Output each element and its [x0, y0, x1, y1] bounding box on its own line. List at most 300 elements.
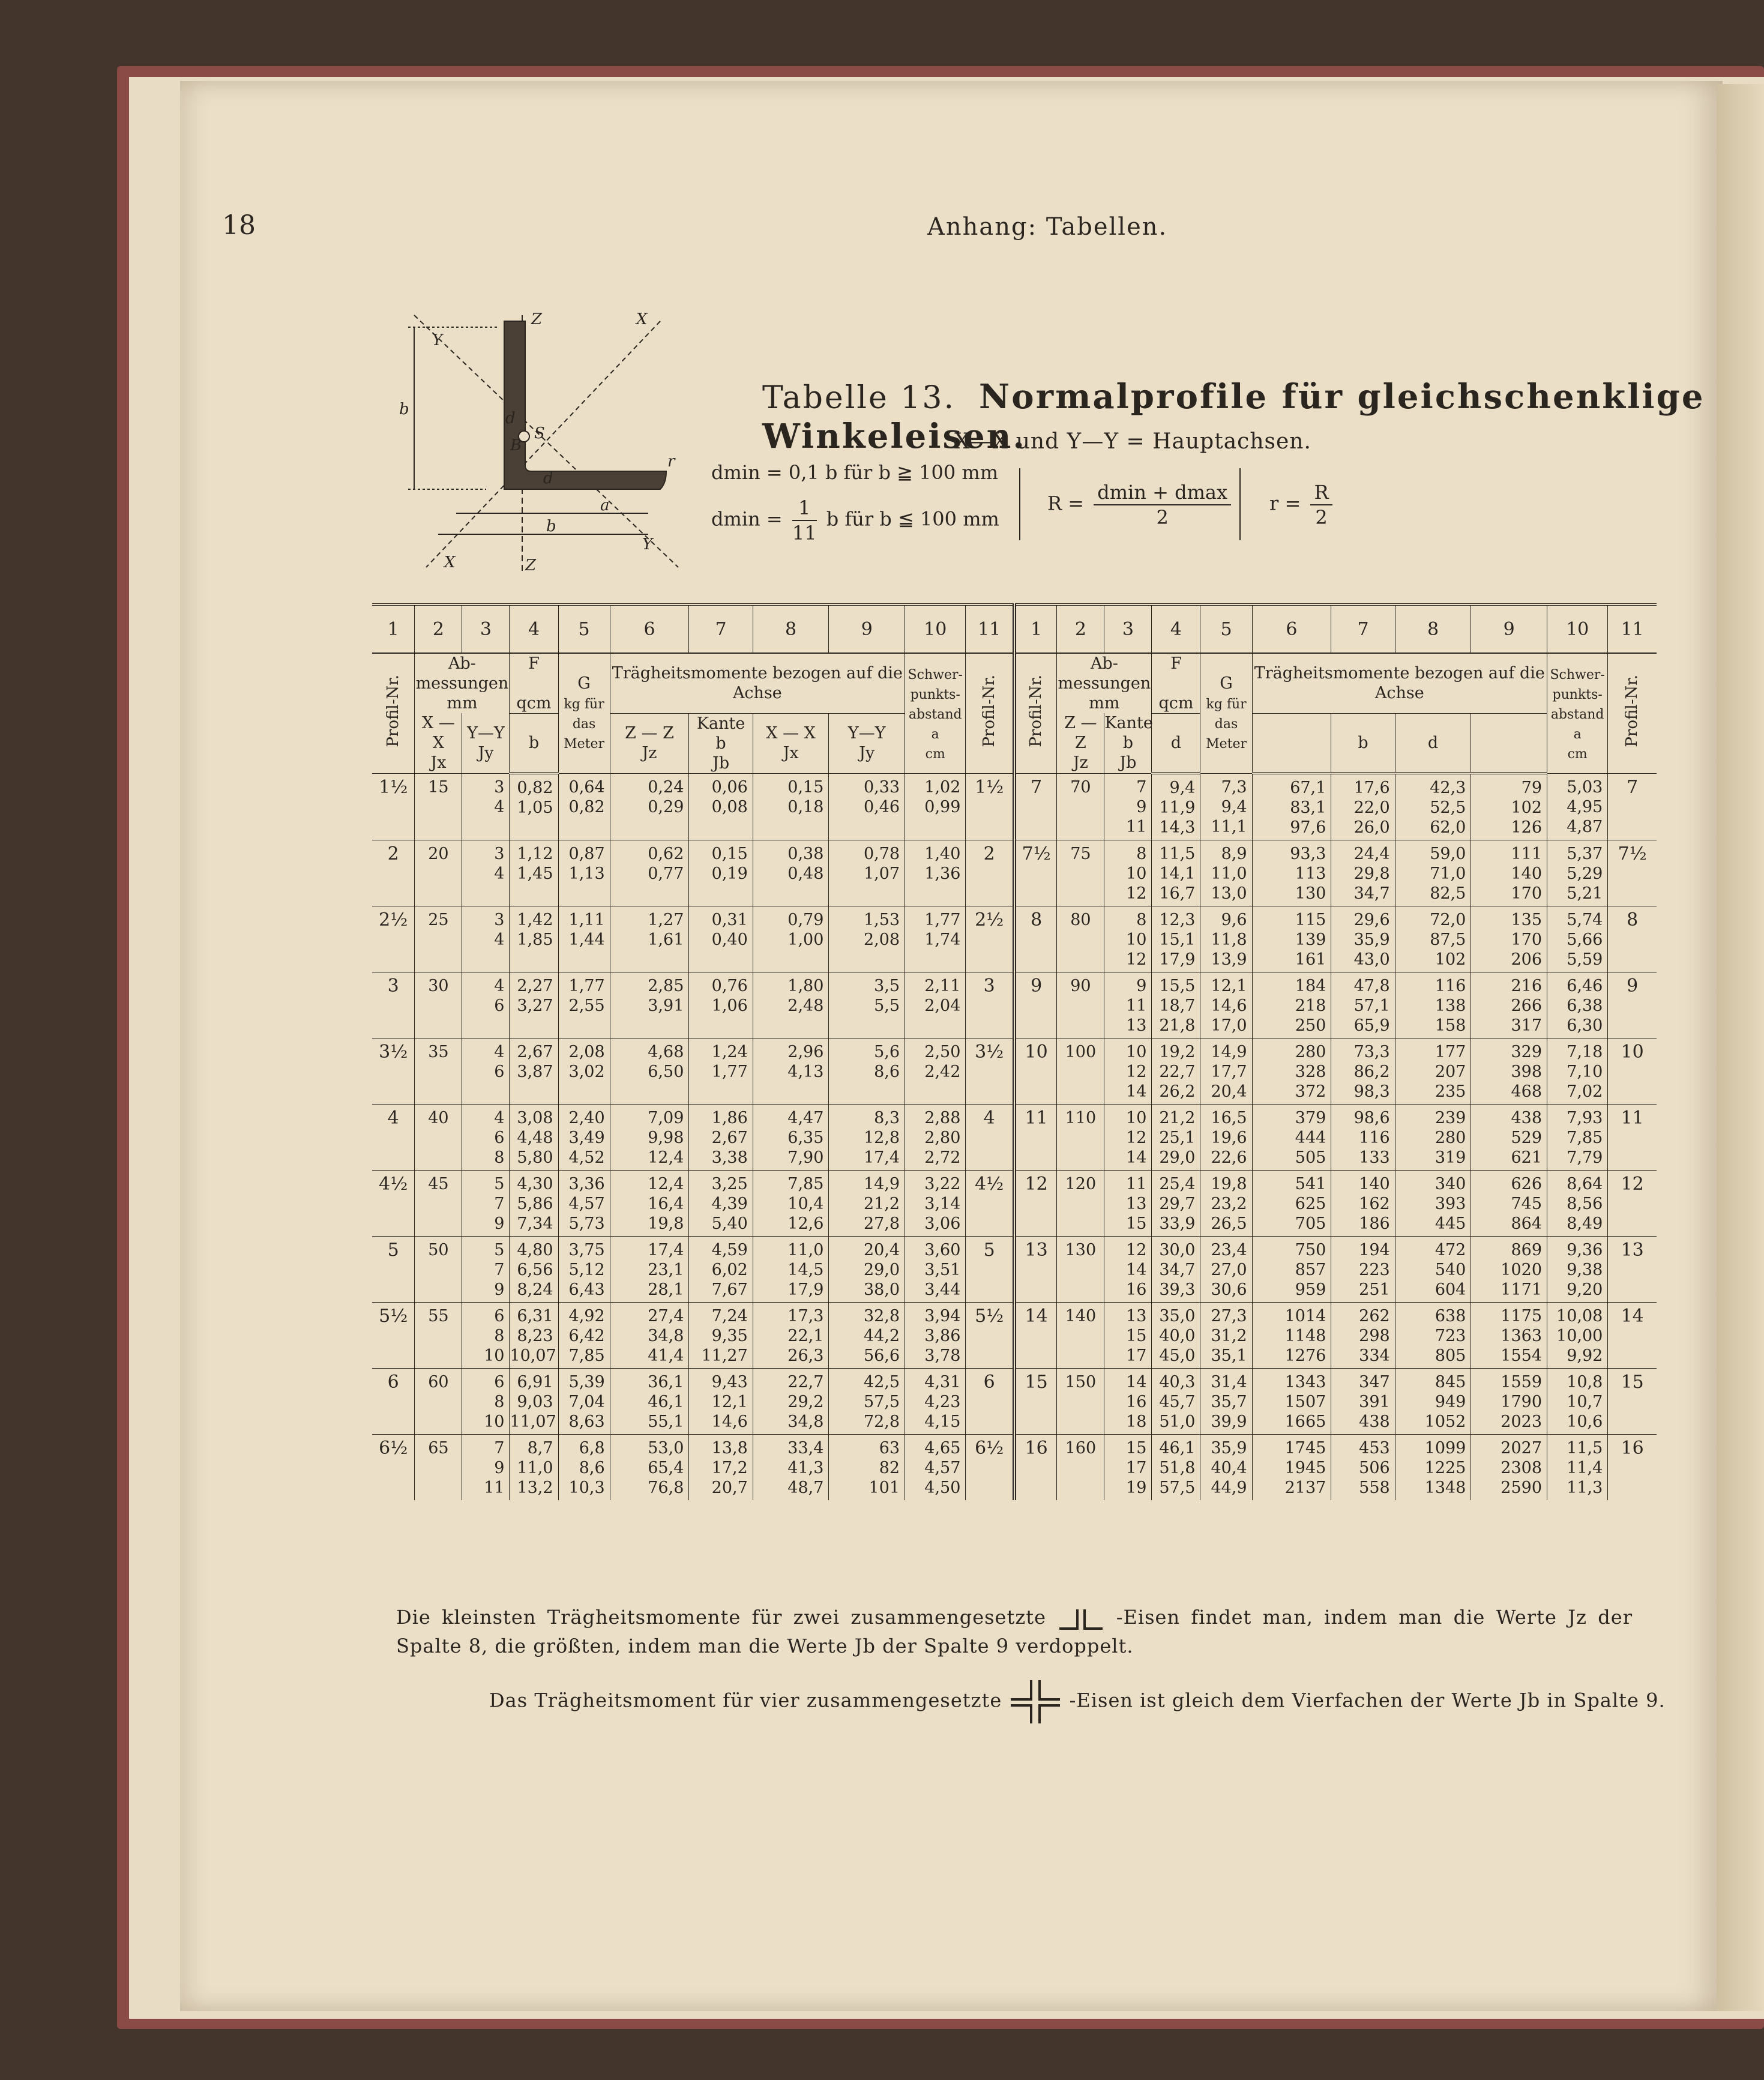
cell-f: 19,2 22,7 26,2: [1152, 1038, 1200, 1105]
cell-a: 5,74 5,66 5,59: [1547, 906, 1608, 972]
dimension-b: 20: [415, 840, 462, 906]
profile-number: 10: [1608, 1038, 1657, 1105]
cell-jx: 750 857 959: [1252, 1237, 1331, 1303]
header-kante: Kante b Jb: [1104, 714, 1153, 773]
header-f-blank: [1252, 714, 1331, 773]
cell-d: 4 6: [462, 1038, 510, 1105]
cell-f: 1,42 1,85: [510, 906, 558, 972]
cell-jx: 280 328 372: [1252, 1038, 1331, 1105]
four-angles-symbol: [1008, 1678, 1062, 1726]
cell-d: 6 8 10: [462, 1303, 510, 1369]
column-number: 6: [1252, 604, 1331, 653]
header-abmessungen: Ab-messungen mm: [1058, 654, 1151, 713]
header-schwerpunkt: Schwer-punkts-abstand a cm: [905, 653, 966, 773]
dimension-b: 150: [1057, 1369, 1104, 1435]
cell-d: 13 15 17: [1104, 1303, 1152, 1369]
cell-g: 0,64 0,82: [558, 773, 610, 840]
cell-g: 8,9 11,0 13,0: [1200, 840, 1252, 906]
cell-a: 2,11 2,04: [905, 972, 966, 1038]
cell-f: 15,5 18,7 21,8: [1152, 972, 1200, 1038]
cell-jz: 2,96 4,13: [753, 1038, 829, 1105]
header-f-blank: [1471, 714, 1547, 773]
label-d-horizontal: d: [543, 469, 553, 487]
cell-jy: 17,6 22,0 26,0: [1331, 773, 1395, 840]
cell-g: 23,4 27,0 30,6: [1200, 1237, 1252, 1303]
label-r: r: [667, 453, 675, 471]
cell-jy: 9,43 12,1 14,6: [689, 1369, 753, 1435]
profile-number: 3½: [966, 1038, 1014, 1105]
table-row: [372, 1038, 1657, 1105]
cell-jb: 8,3 12,8 17,4: [829, 1105, 905, 1171]
cell-g: 35,9 40,4 44,9: [1200, 1435, 1252, 1501]
cell-jx: 0,24 0,29: [610, 773, 689, 840]
cell-jb: 1175 1363 1554: [1471, 1303, 1547, 1369]
label-b-bottom: b: [546, 517, 556, 535]
cell-d: 10 12 14: [1104, 1105, 1152, 1171]
header-profil: Profil-Nr.: [384, 674, 402, 747]
header-g: G kg für das Meter: [558, 653, 610, 773]
cell-f: 2,27 3,27: [510, 972, 558, 1038]
cell-a: 3,60 3,51 3,44: [905, 1237, 966, 1303]
cell-g: 2,40 3,49 4,52: [558, 1105, 610, 1171]
cell-jy: 7,24 9,35 11,27: [689, 1303, 753, 1369]
profile-number: 5: [372, 1237, 415, 1303]
label-d-vertical: d: [505, 409, 516, 427]
cell-d: 4 6: [462, 972, 510, 1038]
cell-jy: 3,25 4,39 5,40: [689, 1171, 753, 1237]
cell-f: 6,91 9,03 11,07: [510, 1369, 558, 1435]
cell-g: 0,87 1,13: [558, 840, 610, 906]
cell-d: 4 6 8: [462, 1105, 510, 1171]
column-number: 11: [1608, 604, 1657, 653]
formula-dmin-small: dmin = $\frac{1}{11}$ b für b ≦ 100 mm: [711, 496, 999, 544]
cell-a: 4,65 4,57 4,50: [905, 1435, 966, 1501]
profile-number: 5½: [372, 1303, 415, 1369]
header-row-1: [372, 653, 1657, 713]
profile-number: 15: [1608, 1369, 1657, 1435]
cell-jb: 216 266 317: [1471, 972, 1547, 1038]
cell-jy: 140 162 186: [1331, 1171, 1395, 1237]
cell-d: 3 4: [462, 840, 510, 906]
cell-jz: 1,80 2,48: [753, 972, 829, 1038]
cell-a: 1,40 1,36: [905, 840, 966, 906]
header-zz: Z — Z Jz: [1057, 713, 1104, 773]
column-number: 3: [1104, 604, 1152, 653]
cell-jx: 93,3 113 130: [1252, 840, 1331, 906]
table-row: [372, 1369, 1657, 1435]
profile-number: 2½: [372, 906, 415, 972]
dimension-b: 45: [415, 1171, 462, 1237]
footnote-two-angles: Die kleinsten Trägheitsmomente für zwei zusammengesetzte -Eisen findet man, indem man die Werte Jz der Spalte 8, die größten, indem man die Werte Jb der Spalte 9 verdoppelt.: [396, 1606, 1633, 1657]
profile-number: 13: [1014, 1237, 1057, 1303]
cell-a: 1,77 1,74: [905, 906, 966, 972]
dimension-b: 120: [1057, 1171, 1104, 1237]
table-title-main: Normalprofile für gleichschenklige Winkeleisen.: [762, 377, 1705, 456]
header-yy: Y—Y Jy: [829, 713, 905, 773]
axis-line-y: [426, 321, 660, 567]
profile-number: 5½: [966, 1303, 1014, 1369]
cell-a: 10,08 10,00 9,92: [1547, 1303, 1608, 1369]
cell-a: 7,18 7,10 7,02: [1547, 1038, 1608, 1105]
header-kante: Kante b Jb: [689, 713, 753, 773]
cell-d: 7 9 11: [462, 1435, 510, 1501]
cell-g: 19,8 23,2 26,5: [1200, 1171, 1252, 1237]
label-z-top: Z: [531, 310, 543, 328]
header-schwerpunkt: Schwer-punkts-abstand a cm: [1547, 653, 1608, 773]
cell-jz: 0,15 0,18: [753, 773, 829, 840]
cell-a: 7,93 7,85 7,79: [1547, 1105, 1608, 1171]
header-b: b: [1331, 714, 1395, 773]
cell-f: 3,08 4,48 5,80: [510, 1105, 558, 1171]
cell-d: 6 8 10: [462, 1369, 510, 1435]
cell-f: 11,5 14,1 16,7: [1152, 840, 1200, 906]
cell-g: 14,9 17,7 20,4: [1200, 1038, 1252, 1105]
dimension-b: 100: [1057, 1038, 1104, 1105]
cell-jb: 42,5 57,5 72,8: [829, 1369, 905, 1435]
cell-a: 9,36 9,38 9,20: [1547, 1237, 1608, 1303]
cell-jz: 845 949 1052: [1395, 1369, 1471, 1435]
column-number: 4: [1152, 604, 1200, 653]
cell-jx: 1,27 1,61: [610, 906, 689, 972]
cell-jb: 329 398 468: [1471, 1038, 1547, 1105]
cell-jb: 135 170 206: [1471, 906, 1547, 972]
profile-number: 6½: [372, 1435, 415, 1501]
cell-jz: 33,4 41,3 48,7: [753, 1435, 829, 1501]
cell-jy: 347 391 438: [1331, 1369, 1395, 1435]
header-g: G kg für das Meter: [1200, 653, 1252, 773]
profile-number: 2: [372, 840, 415, 906]
label-y-bottom: Y: [642, 535, 653, 553]
label-beta: B: [510, 436, 522, 454]
cell-d: 12 14 16: [1104, 1237, 1152, 1303]
profile-number: 9: [1608, 972, 1657, 1038]
column-number: 3: [462, 604, 510, 653]
table-row: [372, 1237, 1657, 1303]
cell-a: 5,37 5,29 5,21: [1547, 840, 1608, 906]
page-number: 18: [222, 210, 256, 241]
cell-jx: 4,68 6,50: [610, 1038, 689, 1105]
header-b: b: [510, 714, 558, 773]
cell-jz: 116 138 158: [1395, 972, 1471, 1038]
header-traegheitsmomente: Trägheitsmomente bezogen auf die Achse: [610, 653, 905, 713]
header-xx: X — X Jx: [753, 713, 829, 773]
header-zz: Z — Z Jz: [610, 713, 689, 773]
header-abmessungen: Ab-messungen mm: [415, 654, 509, 713]
profile-number: 10: [1014, 1038, 1057, 1105]
column-number: 7: [689, 604, 753, 653]
cell-g: 3,75 5,12 6,43: [558, 1237, 610, 1303]
cell-f: 4,30 5,86 7,34: [510, 1171, 558, 1237]
table-row: [372, 773, 1657, 840]
formula-dmin-large: dmin = 0,1 b für b ≧ 100 mm: [711, 461, 999, 484]
label-b-left: b: [399, 400, 409, 418]
cell-g: 9,6 11,8 13,9: [1200, 906, 1252, 972]
cell-g: 12,1 14,6 17,0: [1200, 972, 1252, 1038]
cell-jy: 262 298 334: [1331, 1303, 1395, 1369]
column-number: 10: [1547, 604, 1608, 653]
cell-g: 16,5 19,6 22,6: [1200, 1105, 1252, 1171]
cell-f: 12,3 15,1 17,9: [1152, 906, 1200, 972]
cell-jy: 98,6 116 133: [1331, 1105, 1395, 1171]
cell-jz: 0,38 0,48: [753, 840, 829, 906]
dimension-b: 30: [415, 972, 462, 1038]
cell-jy: 0,31 0,40: [689, 906, 753, 972]
dimension-b: 25: [415, 906, 462, 972]
cell-jx: 115 139 161: [1252, 906, 1331, 972]
cell-jy: 4,59 6,02 7,67: [689, 1237, 753, 1303]
cell-jb: 2027 2308 2590: [1471, 1435, 1547, 1501]
cell-a: 1,02 0,99: [905, 773, 966, 840]
cell-g: 1,77 2,55: [558, 972, 610, 1038]
cell-d: 8 10 12: [1104, 906, 1152, 972]
cell-jy: 194 223 251: [1331, 1237, 1395, 1303]
formula-R: R = $\frac{dmin + dmax}{2}$: [1047, 480, 1235, 529]
dimension-b: 50: [415, 1237, 462, 1303]
label-x-bottom: X: [444, 553, 456, 571]
column-number: 5: [558, 604, 610, 653]
cell-a: 3,94 3,86 3,78: [905, 1303, 966, 1369]
table-subtitle: X—X und Y—Y = Hauptachsen.: [954, 429, 1311, 454]
cell-jz: 177 207 235: [1395, 1038, 1471, 1105]
table-row: [372, 906, 1657, 972]
cell-a: 10,8 10,7 10,6: [1547, 1369, 1608, 1435]
cell-jx: 0,62 0,77: [610, 840, 689, 906]
header-profil: Profil-Nr.: [1014, 653, 1057, 773]
cell-f: 46,1 51,8 57,5: [1152, 1435, 1200, 1501]
header-f: F qcm: [1152, 653, 1200, 714]
column-number: 2: [1057, 604, 1104, 653]
profile-number: 6½: [966, 1435, 1014, 1501]
cell-jx: 1014 1148 1276: [1252, 1303, 1331, 1369]
cell-jy: 0,06 0,08: [689, 773, 753, 840]
table-row: [372, 840, 1657, 906]
header-d: d: [1152, 714, 1200, 773]
cell-jz: 239 280 319: [1395, 1105, 1471, 1171]
cell-jy: 0,15 0,19: [689, 840, 753, 906]
cell-jx: 2,85 3,91: [610, 972, 689, 1038]
table-row: [372, 1435, 1657, 1501]
profile-number: 12: [1014, 1171, 1057, 1237]
angle-profile-diagram: [396, 303, 684, 579]
cell-f: 4,80 6,56 8,24: [510, 1237, 558, 1303]
profile-number: 2½: [966, 906, 1014, 972]
cell-f: 25,4 29,7 33,9: [1152, 1171, 1200, 1237]
cell-jz: 340 393 445: [1395, 1171, 1471, 1237]
cell-g: 7,3 9,4 11,1: [1200, 773, 1252, 840]
cell-g: 5,39 7,04 8,63: [558, 1369, 610, 1435]
profile-number: 15: [1014, 1369, 1057, 1435]
cell-jy: 47,8 57,1 65,9: [1331, 972, 1395, 1038]
cell-d: 5 7 9: [462, 1171, 510, 1237]
profile-table: [372, 603, 1657, 1500]
cell-jb: 1559 1790 2023: [1471, 1369, 1547, 1435]
profile-number: 14: [1608, 1303, 1657, 1369]
cell-jb: 79 102 126: [1471, 773, 1547, 840]
cell-g: 1,11 1,44: [558, 906, 610, 972]
column-number: 7: [1331, 604, 1395, 653]
dimension-b: 35: [415, 1038, 462, 1105]
cell-f: 35,0 40,0 45,0: [1152, 1303, 1200, 1369]
column-number: 9: [829, 604, 905, 653]
column-number: 1: [1014, 604, 1057, 653]
column-number: 2: [415, 604, 462, 653]
cell-jx: 379 444 505: [1252, 1105, 1331, 1171]
cell-jz: 42,3 52,5 62,0: [1395, 773, 1471, 840]
cell-f: 8,7 11,0 13,2: [510, 1435, 558, 1501]
cell-jx: 184 218 250: [1252, 972, 1331, 1038]
header-yy: Y—Y Jy: [462, 713, 510, 773]
cell-jy: 453 506 558: [1331, 1435, 1395, 1501]
cell-jz: 638 723 805: [1395, 1303, 1471, 1369]
header-d: d: [1395, 714, 1471, 773]
cell-jz: 1099 1225 1348: [1395, 1435, 1471, 1501]
label-x-top: X: [636, 310, 648, 328]
profile-number: 2: [966, 840, 1014, 906]
column-number: 5: [1200, 604, 1252, 653]
label-a: a: [600, 496, 610, 514]
cell-jz: 7,85 10,4 12,6: [753, 1171, 829, 1237]
cell-g: 27,3 31,2 35,1: [1200, 1303, 1252, 1369]
cell-jb: 3,5 5,5: [829, 972, 905, 1038]
cell-g: 31,4 35,7 39,9: [1200, 1369, 1252, 1435]
cell-jx: 67,1 83,1 97,6: [1252, 773, 1331, 840]
cell-a: 5,03 4,95 4,87: [1547, 773, 1608, 840]
profile-number: 4: [372, 1105, 415, 1171]
cell-d: 15 17 19: [1104, 1435, 1152, 1501]
two-angles-symbol: [1057, 1607, 1105, 1631]
dimension-b: 60: [415, 1369, 462, 1435]
cell-jx: 53,0 65,4 76,8: [610, 1435, 689, 1501]
label-z-bottom: Z: [525, 556, 537, 574]
cell-jz: 22,7 29,2 34,8: [753, 1369, 829, 1435]
cell-f: 1,12 1,45: [510, 840, 558, 906]
dimension-b: 110: [1057, 1105, 1104, 1171]
cell-f: 6,31 8,23 10,07: [510, 1303, 558, 1369]
cell-d: 3 4: [462, 906, 510, 972]
cell-g: 3,36 4,57 5,73: [558, 1171, 610, 1237]
column-number-row: [372, 604, 1657, 653]
column-number: 8: [753, 604, 829, 653]
cell-f: 21,2 25,1 29,0: [1152, 1105, 1200, 1171]
cell-d: 3 4: [462, 773, 510, 840]
cell-jz: 17,3 22,1 26,3: [753, 1303, 829, 1369]
profile-number: 14: [1014, 1303, 1057, 1369]
label-y-top: Y: [432, 331, 443, 349]
formula-divider: [1239, 468, 1241, 540]
cell-f: 40,3 45,7 51,0: [1152, 1369, 1200, 1435]
dimension-b: 15: [415, 773, 462, 840]
column-number: 6: [610, 604, 689, 653]
profile-number: 11: [1014, 1105, 1057, 1171]
cell-f: 30,0 34,7 39,3: [1152, 1237, 1200, 1303]
cell-jy: 1,24 1,77: [689, 1038, 753, 1105]
profile-number: 6: [966, 1369, 1014, 1435]
cell-jx: 541 625 705: [1252, 1171, 1331, 1237]
cell-g: 2,08 3,02: [558, 1038, 610, 1105]
dimension-b: 40: [415, 1105, 462, 1171]
cell-jb: 20,4 29,0 38,0: [829, 1237, 905, 1303]
cell-a: 6,46 6,38 6,30: [1547, 972, 1608, 1038]
profile-number: 9: [1014, 972, 1057, 1038]
cell-jz: 472 540 604: [1395, 1237, 1471, 1303]
cell-d: 10 12 14: [1104, 1038, 1152, 1105]
column-number: 10: [905, 604, 966, 653]
profile-number: 7½: [1014, 840, 1057, 906]
dimension-b: 130: [1057, 1237, 1104, 1303]
header-profil: Profil-Nr.: [1608, 653, 1657, 773]
cell-jb: 5,6 8,6: [829, 1038, 905, 1105]
cell-jy: 29,6 35,9 43,0: [1331, 906, 1395, 972]
cell-jz: 11,0 14,5 17,9: [753, 1237, 829, 1303]
cell-jz: 0,79 1,00: [753, 906, 829, 972]
cell-jb: 1,53 2,08: [829, 906, 905, 972]
profile-number: 11: [1608, 1105, 1657, 1171]
cell-jz: 59,0 71,0 82,5: [1395, 840, 1471, 906]
cell-d: 14 16 18: [1104, 1369, 1152, 1435]
table-row: [372, 1105, 1657, 1171]
profile-number: 8: [1014, 906, 1057, 972]
cell-jz: 72,0 87,5 102: [1395, 906, 1471, 972]
cell-jx: 1343 1507 1665: [1252, 1369, 1331, 1435]
cell-jx: 7,09 9,98 12,4: [610, 1105, 689, 1171]
header-f: F qcm: [510, 653, 558, 714]
profile-number: 6: [372, 1369, 415, 1435]
profile-number: 3½: [372, 1038, 415, 1105]
profile-number: 1½: [372, 773, 415, 840]
dimension-b: 140: [1057, 1303, 1104, 1369]
profile-number: 3: [966, 972, 1014, 1038]
cell-jy: 24,4 29,8 34,7: [1331, 840, 1395, 906]
cell-jb: 14,9 21,2 27,8: [829, 1171, 905, 1237]
dimension-b: 75: [1057, 840, 1104, 906]
table-row: [372, 1171, 1657, 1237]
cell-jb: 438 529 621: [1471, 1105, 1547, 1171]
table-title-prefix: Tabelle 13.: [762, 380, 956, 416]
column-number: 9: [1471, 604, 1547, 653]
cell-f: 0,82 1,05: [510, 773, 558, 840]
profile-number: 7: [1608, 773, 1657, 840]
cell-a: 2,50 2,42: [905, 1038, 966, 1105]
table-row: [372, 1303, 1657, 1369]
cell-jy: 73,3 86,2 98,3: [1331, 1038, 1395, 1105]
profile-number: 16: [1014, 1435, 1057, 1501]
cell-f: 9,4 11,9 14,3: [1152, 773, 1200, 840]
cell-d: 11 13 15: [1104, 1171, 1152, 1237]
cell-jx: 1745 1945 2137: [1252, 1435, 1331, 1501]
profile-number: 7½: [1608, 840, 1657, 906]
cell-jb: 0,33 0,46: [829, 773, 905, 840]
cell-a: 8,64 8,56 8,49: [1547, 1171, 1608, 1237]
dimension-b: 55: [415, 1303, 462, 1369]
profile-number: 1½: [966, 773, 1014, 840]
cell-jb: 869 1020 1171: [1471, 1237, 1547, 1303]
cell-jy: 1,86 2,67 3,38: [689, 1105, 753, 1171]
profile-number: 3: [372, 972, 415, 1038]
cell-jb: 63 82 101: [829, 1435, 905, 1501]
header-xx: X — X Jx: [415, 713, 462, 773]
running-head: Anhang: Tabellen.: [927, 213, 1168, 241]
cell-d: 9 11 13: [1104, 972, 1152, 1038]
dimension-b: 80: [1057, 906, 1104, 972]
cell-d: 8 10 12: [1104, 840, 1152, 906]
cell-jy: 13,8 17,2 20,7: [689, 1435, 753, 1501]
cell-d: 7 9 11: [1104, 773, 1152, 840]
cell-a: 3,22 3,14 3,06: [905, 1171, 966, 1237]
label-s: S: [534, 424, 545, 442]
header-profil: Profil-Nr.: [966, 653, 1014, 773]
cell-jb: 32,8 44,2 56,6: [829, 1303, 905, 1369]
profile-number: 16: [1608, 1435, 1657, 1501]
